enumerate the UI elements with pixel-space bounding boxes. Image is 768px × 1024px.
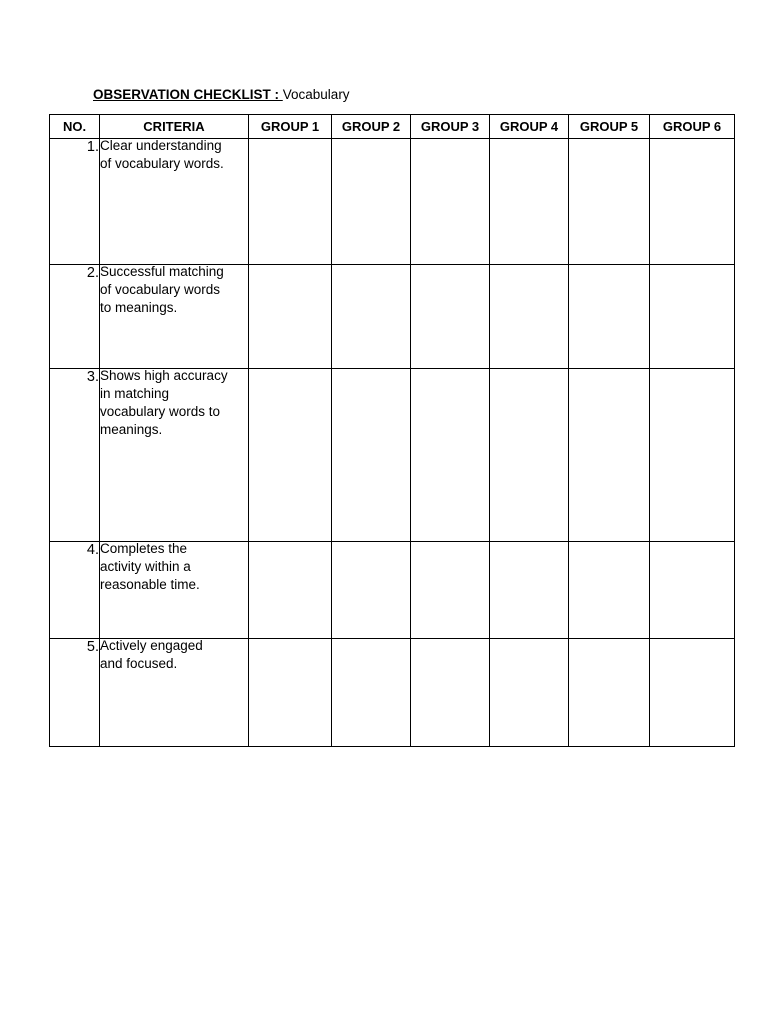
table-row [50,369,735,542]
group-5-cell[interactable] [569,639,650,747]
title-label: OBSERVATION CHECKLIST : [93,87,283,102]
group-3-cell[interactable] [411,139,490,265]
group-2-cell[interactable] [332,139,411,265]
row-number: 1. [50,139,100,265]
group-5-cell[interactable] [569,139,650,265]
group-6-cell[interactable] [650,639,735,747]
group-6-cell[interactable] [650,139,735,265]
group-1-cell[interactable] [249,139,332,265]
group-2-cell[interactable] [332,639,411,747]
group-1-cell[interactable] [249,265,332,369]
group-6-cell[interactable] [650,265,735,369]
group-4-cell[interactable] [490,542,569,639]
criteria-line: reasonable time. [100,577,200,592]
checklist-title [93,87,350,102]
table-row [50,639,735,747]
title-value: Vocabulary [282,87,350,102]
criteria-line: of vocabulary words [100,282,221,297]
criteria-cell [100,639,249,747]
observation-table [49,114,735,747]
group-1-cell[interactable] [249,639,332,747]
table-row [50,542,735,639]
group-2-cell[interactable] [332,542,411,639]
header-group-5: GROUP 5 [569,115,650,139]
group-5-cell[interactable] [569,265,650,369]
criteria-line: Completes the [100,541,188,556]
criteria-cell [100,542,249,639]
group-3-cell[interactable] [411,369,490,542]
group-1-cell[interactable] [249,542,332,639]
row-number: 4. [50,542,100,639]
criteria-line: meanings. [100,422,163,437]
header-criteria: CRITERIA [100,115,249,139]
group-3-cell[interactable] [411,265,490,369]
row-number: 5. [50,639,100,747]
criteria-cell [100,265,249,369]
header-group-3: GROUP 3 [411,115,490,139]
group-5-cell[interactable] [569,369,650,542]
row-number: 3. [50,369,100,542]
group-6-cell[interactable] [650,542,735,639]
group-3-cell[interactable] [411,639,490,747]
group-2-cell[interactable] [332,265,411,369]
header-no: NO. [50,115,100,139]
group-4-cell[interactable] [490,369,569,542]
group-2-cell[interactable] [332,369,411,542]
criteria-line: Clear understanding [100,138,222,153]
group-3-cell[interactable] [411,542,490,639]
criteria-line: in matching [100,386,170,401]
header-group-2: GROUP 2 [332,115,411,139]
group-4-cell[interactable] [490,265,569,369]
group-1-cell[interactable] [249,369,332,542]
group-6-cell[interactable] [650,369,735,542]
table-row [50,139,735,265]
criteria-line: and focused. [100,656,178,671]
criteria-line: activity within a [100,559,191,574]
group-4-cell[interactable] [490,139,569,265]
row-number: 2. [50,265,100,369]
criteria-line: of vocabulary words. [100,156,224,171]
criteria-line: vocabulary words to [100,404,221,419]
criteria-cell [100,369,249,542]
criteria-cell [100,139,249,265]
group-5-cell[interactable] [569,542,650,639]
criteria-line: to meanings. [100,300,178,315]
header-group-1: GROUP 1 [249,115,332,139]
criteria-line: Successful matching [100,264,224,279]
criteria-line: Shows high accuracy [100,368,228,383]
group-4-cell[interactable] [490,639,569,747]
table-row [50,265,735,369]
header-group-4: GROUP 4 [490,115,569,139]
criteria-line: Actively engaged [100,638,203,653]
header-group-6: GROUP 6 [650,115,735,139]
